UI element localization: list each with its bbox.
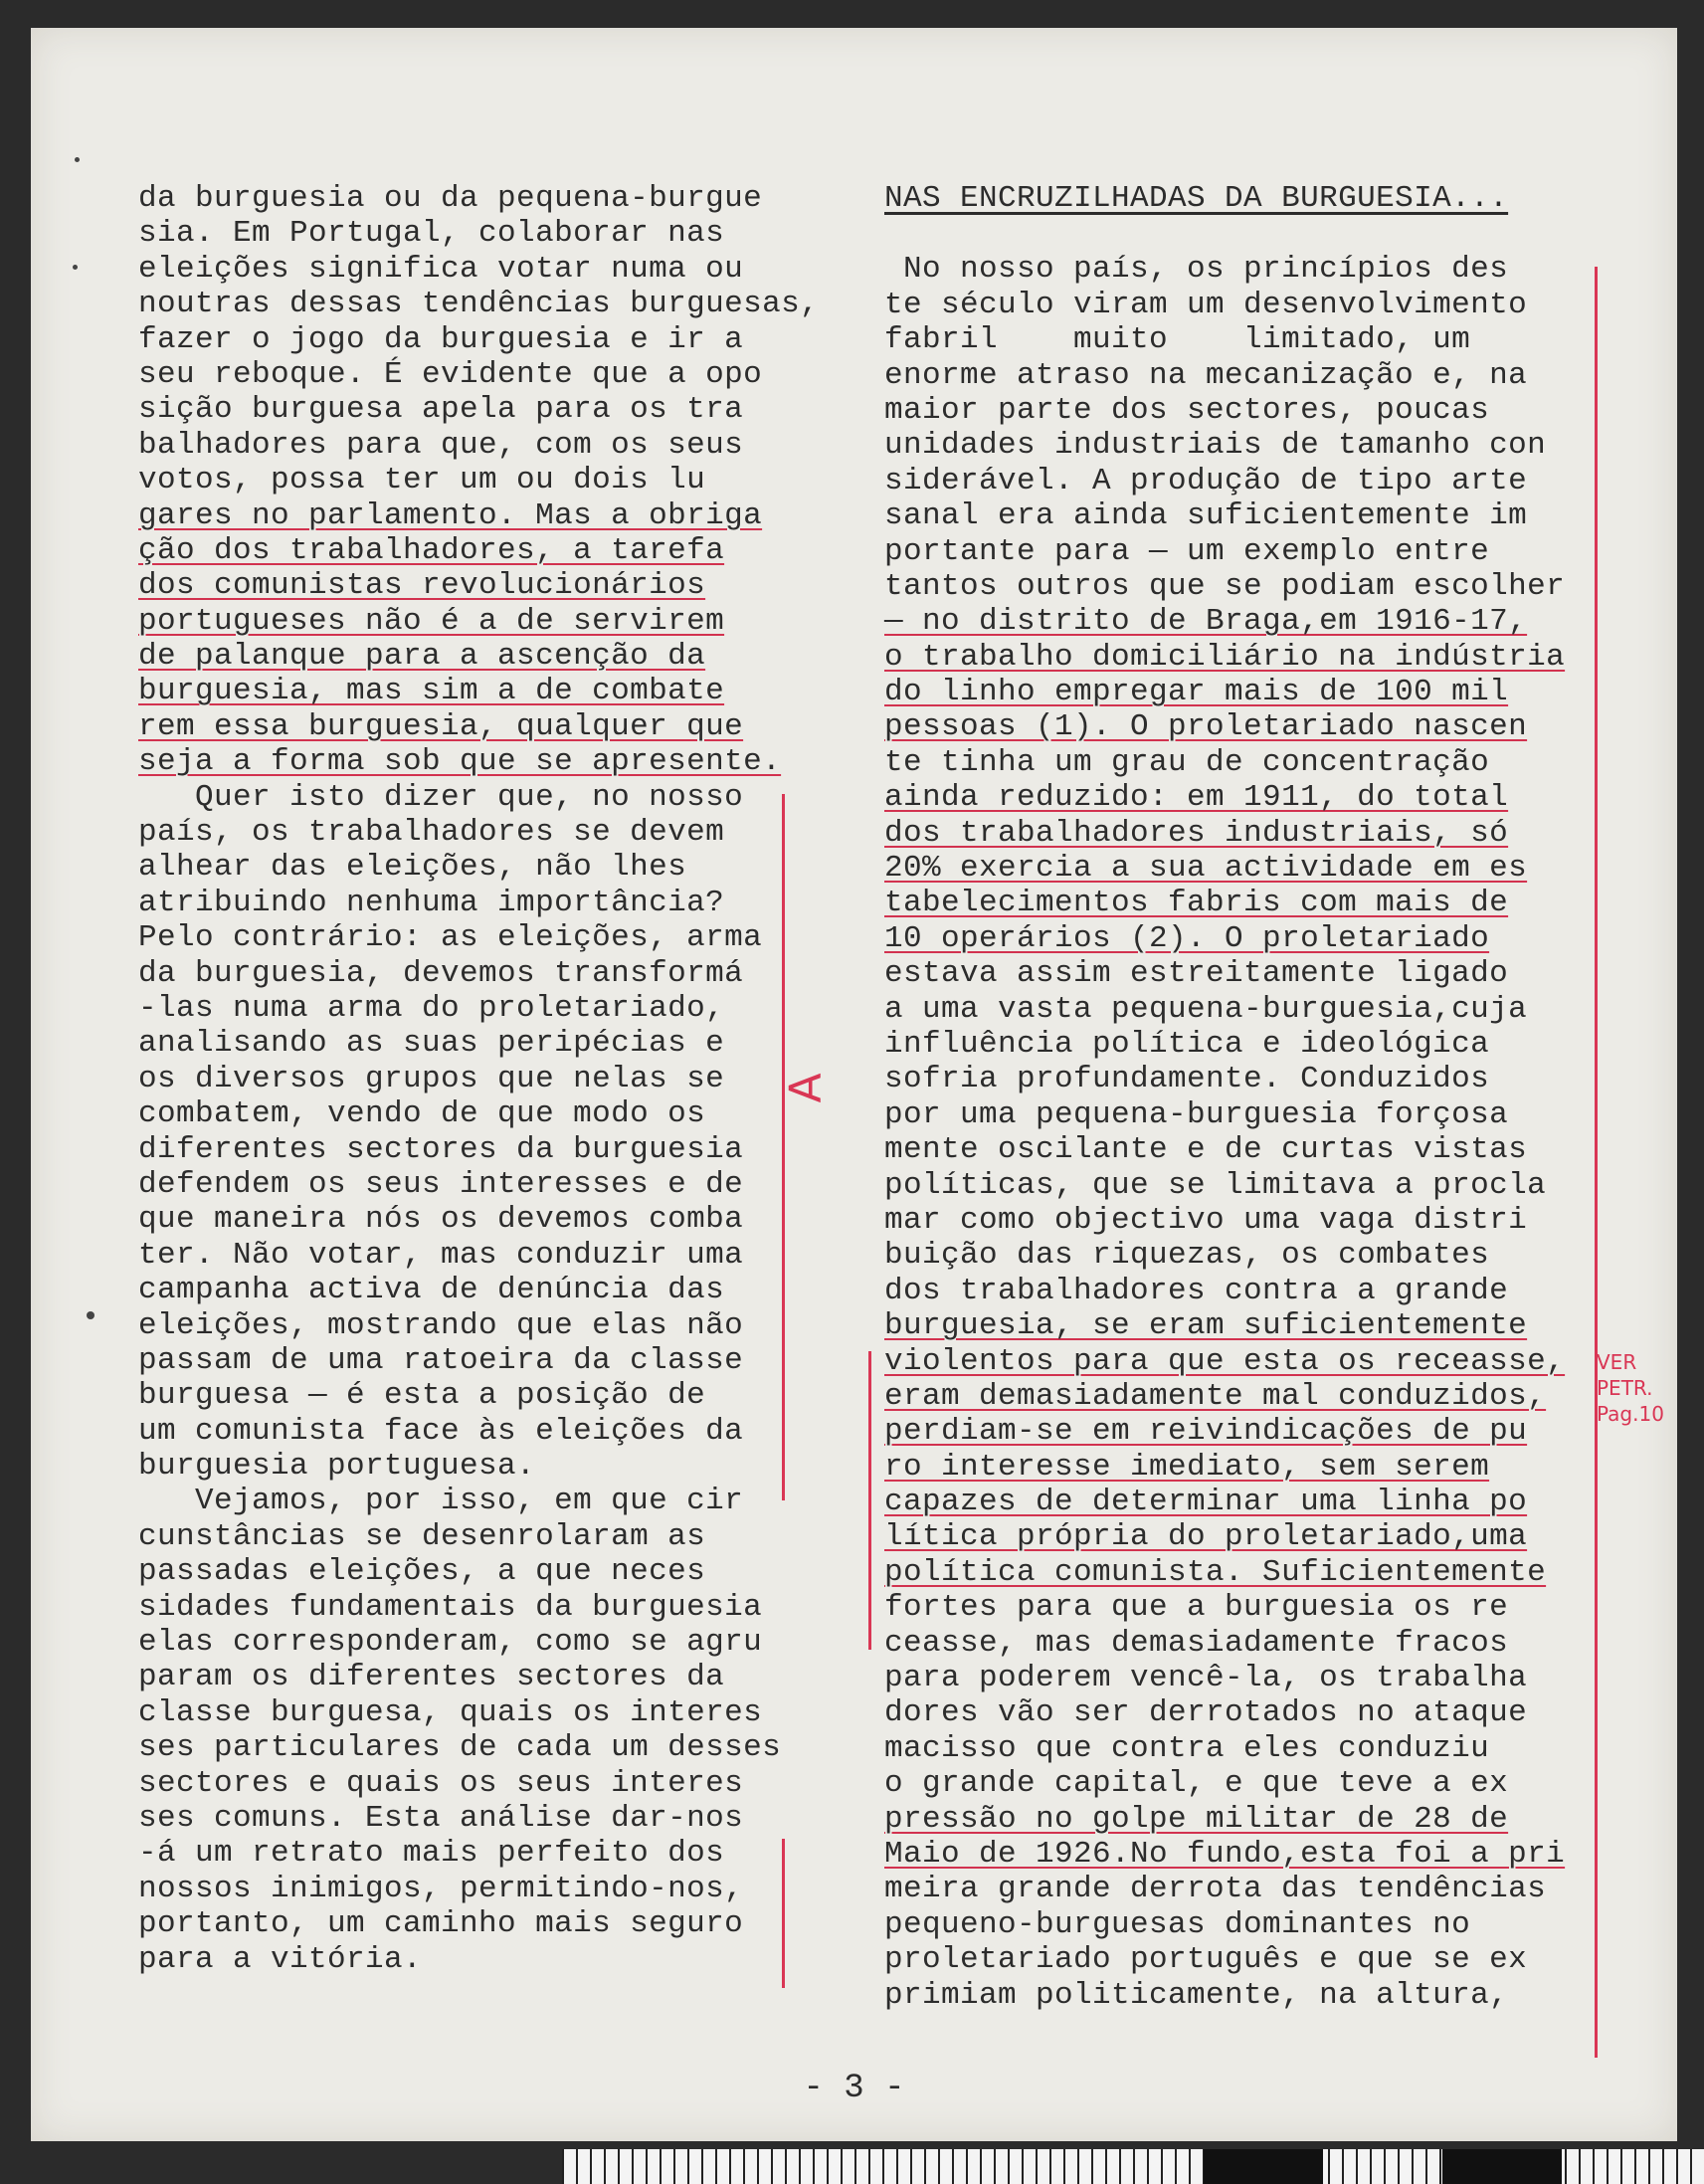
text-line: dos comunistas revolucionários bbox=[138, 568, 706, 604]
text-line: mar como objectivo uma vaga distri bbox=[884, 1202, 1528, 1238]
text-line: para a vitória. bbox=[138, 1941, 423, 1977]
ruler-black-segment bbox=[1442, 2149, 1562, 2184]
text-line: dos trabalhadores industriais, só bbox=[884, 815, 1509, 851]
text-line: da burguesia ou da pequena-burgue bbox=[138, 181, 763, 216]
text-line: seja a forma sob que se apresente. bbox=[138, 744, 782, 780]
text-line: ainda reduzido: em 1911, do total bbox=[884, 780, 1509, 816]
text-line: maior parte dos sectores, poucas bbox=[884, 392, 1490, 428]
text-line: ter. Não votar, mas conduzir uma bbox=[138, 1237, 744, 1273]
text-line: macisso que contra eles conduziu bbox=[884, 1730, 1490, 1766]
text-line: burguesia, se eram suficientemente bbox=[884, 1308, 1528, 1344]
text-line: a uma vasta pequena-burguesia,cuja bbox=[884, 991, 1528, 1027]
margin-bracket-right bbox=[1595, 267, 1598, 2058]
text-line: siderável. A produção de tipo arte bbox=[884, 463, 1528, 498]
text-line: param os diferentes sectores da bbox=[138, 1660, 725, 1695]
text-line: eleições significa votar numa ou bbox=[138, 251, 744, 287]
text-line: o trabalho domiciliário na indústria bbox=[884, 639, 1566, 675]
text-line: Maio de 1926.No fundo,esta foi a pri bbox=[884, 1836, 1566, 1872]
text-line: Pelo contrário: as eleições, arma bbox=[138, 920, 763, 956]
text-line: 10 operários (2). O proletariado bbox=[884, 920, 1490, 956]
text-line: balhadores para que, com os seus bbox=[138, 427, 744, 463]
text-line: enorme atraso na mecanização e, na bbox=[884, 357, 1528, 393]
text-line: tantos outros que se podiam escolher bbox=[884, 568, 1566, 604]
text-line: ceasse, mas demasiadamente fracos bbox=[884, 1625, 1509, 1661]
text-line: analisando as suas peripécias e bbox=[138, 1026, 725, 1062]
margin-speck bbox=[75, 157, 80, 162]
text-line: te tinha um grau de concentração bbox=[884, 744, 1490, 780]
text-line: nossos inimigos, permitindo-nos, bbox=[138, 1871, 744, 1906]
text-line: 20% exercia a sua actividade em es bbox=[884, 851, 1528, 887]
text-line: um comunista face às eleições da bbox=[138, 1413, 744, 1449]
text-line: sidades fundamentais da burguesia bbox=[138, 1589, 763, 1625]
margin-bracket-left bbox=[782, 794, 785, 1500]
text-line: estava assim estreitamente ligado bbox=[884, 956, 1509, 992]
text-line: diferentes sectores da burguesia bbox=[138, 1131, 744, 1167]
text-line: país, os trabalhadores se devem bbox=[138, 815, 725, 851]
ruler-black-segment bbox=[1204, 2149, 1323, 2184]
text-line: primiam politicamente, na altura, bbox=[884, 1977, 1509, 2013]
text-line: campanha activa de denúncia das bbox=[138, 1273, 725, 1308]
text-line: da burguesia, devemos transformá bbox=[138, 955, 744, 991]
text-line: pressão no golpe militar de 28 de bbox=[884, 1801, 1509, 1837]
text-line: classe burguesa, quais os interes bbox=[138, 1694, 763, 1730]
text-line: sanal era ainda suficientemente im bbox=[884, 498, 1528, 534]
text-line: influência política e ideológica bbox=[884, 1026, 1490, 1062]
text-line: meira grande derrota das tendências bbox=[884, 1872, 1547, 1907]
text-line: -á um retrato mais perfeito dos bbox=[138, 1836, 725, 1872]
margin-speck bbox=[87, 1311, 95, 1319]
text-line: ses particulares de cada um desses bbox=[138, 1730, 782, 1766]
text-line: cunstâncias se desenrolaram as bbox=[138, 1518, 706, 1554]
text-line: Vejamos, por isso, em que cir bbox=[138, 1484, 744, 1519]
margin-note bbox=[1597, 1349, 1664, 1427]
text-line: gares no parlamento. Mas a obriga bbox=[138, 497, 763, 533]
text-line: capazes de determinar uma linha po bbox=[884, 1485, 1528, 1520]
left-text-column bbox=[138, 181, 854, 1977]
text-line: alhear das eleições, não lhes bbox=[138, 850, 687, 886]
text-line: burguesia, mas sim a de combate bbox=[138, 674, 725, 709]
text-line: Quer isto dizer que, no nosso bbox=[138, 779, 744, 815]
text-line: noutras dessas tendências burguesas, bbox=[138, 287, 820, 322]
margin-mark-a: A bbox=[780, 1073, 832, 1103]
margin-note-line: PETR. bbox=[1597, 1376, 1653, 1400]
text-line: passam de uma ratoeira da classe bbox=[138, 1342, 744, 1378]
text-line: rem essa burguesia, qualquer que bbox=[138, 708, 744, 744]
text-line: os diversos grupos que nelas se bbox=[138, 1061, 725, 1096]
text-line: do linho empregar mais de 100 mil bbox=[884, 675, 1509, 710]
text-line: fortes para que a burguesia os re bbox=[884, 1590, 1509, 1626]
text-line: No nosso país, os princípios des bbox=[884, 252, 1509, 288]
text-line: burguesia portuguesa. bbox=[138, 1449, 536, 1485]
text-line: política comunista. Suficientemente bbox=[884, 1554, 1547, 1590]
text-line: lítica própria do proletariado,uma bbox=[884, 1519, 1528, 1555]
text-line: -las numa arma do proletariado, bbox=[138, 990, 725, 1026]
text-line: combatem, vendo de que modo os bbox=[138, 1096, 706, 1132]
text-line: votos, possa ter um ou dois lu bbox=[138, 463, 706, 498]
text-line: fabril muito limitado, um bbox=[884, 322, 1471, 358]
text-line: burguesa — é esta a posição de bbox=[138, 1378, 706, 1414]
document-page bbox=[31, 28, 1677, 2141]
text-line: dores vão ser derrotados no ataque bbox=[884, 1695, 1528, 1731]
text-line: sofria profundamente. Conduzidos bbox=[884, 1062, 1490, 1097]
text-line: perdiam-se em reivindicações de pu bbox=[884, 1414, 1528, 1450]
text-line: mente oscilante e de curtas vistas bbox=[884, 1132, 1528, 1168]
text-line: sectores e quais os seus interes bbox=[138, 1765, 744, 1801]
text-line: te século viram um desenvolvimento bbox=[884, 287, 1528, 322]
text-line: buição das riquezas, os combates bbox=[884, 1238, 1490, 1274]
text-line: dos trabalhadores contra a grande bbox=[884, 1273, 1509, 1308]
text-line: violentos para que esta os receasse, bbox=[884, 1343, 1566, 1379]
text-line: eleições, mostrando que elas não bbox=[138, 1307, 744, 1343]
text-line: pequeno-burguesas dominantes no bbox=[884, 1906, 1471, 1942]
text-line: pessoas (1). O proletariado nascen bbox=[884, 709, 1528, 745]
text-line: elas corresponderam, como se agru bbox=[138, 1625, 763, 1661]
text-line: — no distrito de Braga,em 1916-17, bbox=[884, 604, 1528, 640]
text-line: tabelecimentos fabris com mais de bbox=[884, 886, 1509, 921]
margin-bracket-left-lower bbox=[782, 1839, 785, 1988]
margin-speck bbox=[73, 265, 78, 270]
text-line: que maneira nós os devemos comba bbox=[138, 1202, 744, 1238]
text-line: atribuindo nenhuma importância? bbox=[138, 885, 725, 920]
text-line: portante para — um exemplo entre bbox=[884, 533, 1490, 569]
text-line: portanto, um caminho mais seguro bbox=[138, 1906, 744, 1942]
text-line: sição burguesa apela para os tra bbox=[138, 392, 744, 428]
text-line: passadas eleições, a que neces bbox=[138, 1554, 706, 1590]
text-line: ro interesse imediato, sem serem bbox=[884, 1449, 1490, 1485]
text-line: por uma pequena-burguesia forçosa bbox=[884, 1096, 1509, 1132]
text-line: unidades industriais de tamanho con bbox=[884, 428, 1547, 464]
text-line: o grande capital, e que teve a ex bbox=[884, 1766, 1509, 1802]
text-line: ção dos trabalhadores, a tarefa bbox=[138, 532, 725, 568]
text-line: de palanque para a ascenção da bbox=[138, 639, 706, 675]
page-number: - 3 - bbox=[803, 2070, 905, 2107]
text-line: políticas, que se limitava a procla bbox=[884, 1167, 1547, 1203]
text-line: defendem os seus interesses e de bbox=[138, 1166, 744, 1202]
margin-note-line: VER bbox=[1597, 1350, 1637, 1374]
text-line: eram demasiadamente mal conduzidos, bbox=[884, 1378, 1547, 1414]
section-heading: NAS ENCRUZILHADAS DA BURGUESIA... bbox=[884, 181, 1509, 216]
margin-bracket-middle bbox=[868, 1351, 871, 1650]
text-line: portugueses não é a de servirem bbox=[138, 603, 725, 639]
text-line: proletariado português e que se ex bbox=[884, 1942, 1528, 1978]
text-line: para poderem vencê-la, os trabalha bbox=[884, 1661, 1528, 1696]
text-line: seu reboque. É evidente que a opo bbox=[138, 356, 763, 392]
right-text-column bbox=[884, 181, 1620, 2013]
text-line: fazer o jogo da burguesia e ir a bbox=[138, 321, 744, 357]
text-line: ses comuns. Esta análise dar-nos bbox=[138, 1800, 744, 1836]
margin-note-line: Pag.10 bbox=[1597, 1402, 1664, 1426]
text-line: sia. Em Portugal, colaborar nas bbox=[138, 216, 725, 252]
